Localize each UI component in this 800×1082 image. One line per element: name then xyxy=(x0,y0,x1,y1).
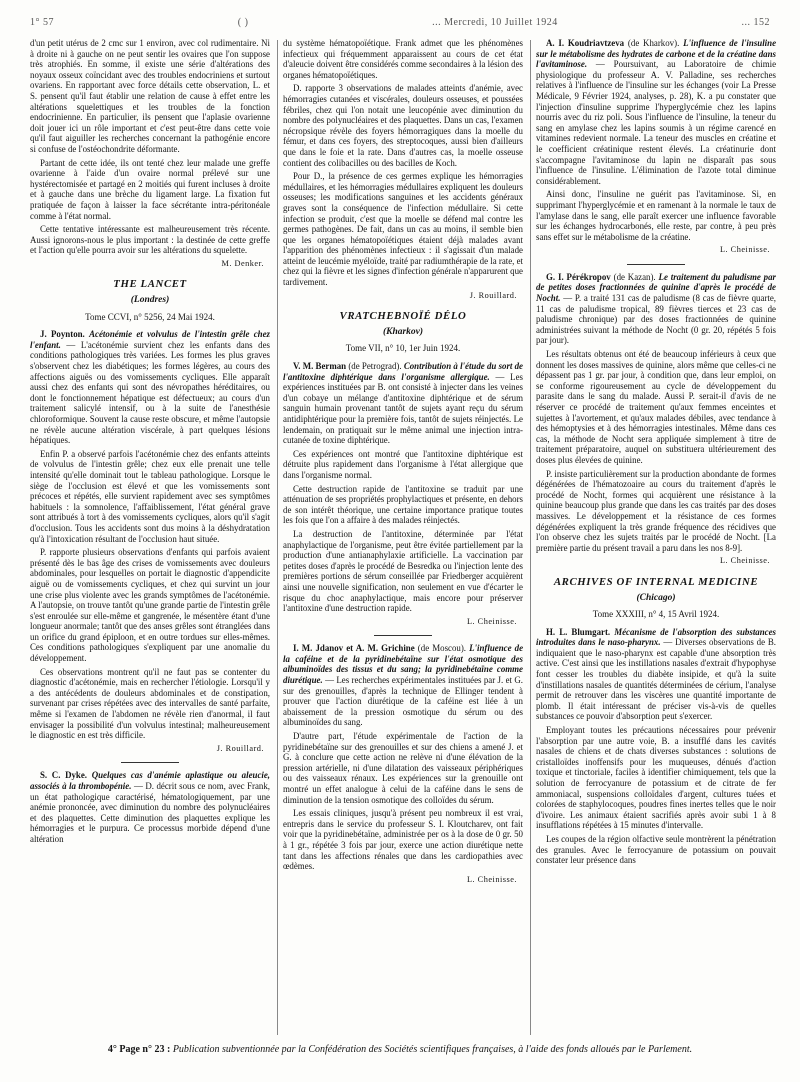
journal-name: VRATCHEBNOÏÉ DÉLO xyxy=(339,310,467,323)
column-divider xyxy=(530,40,531,1035)
paragraph: Partant de cette idée, ils ont tenté chez leur malade une greffe ovarienne à l'aide d'un ovaire normal prélevé sur une hystérectomisée et partagé en 2 moitiés qui furent incluses à droite et à gauche dans une brèche du ligament large. La fixation fut pratiquée de façon à laisser la face sécrétante intra-péritonéale comme à l'état normal. xyxy=(30,157,270,221)
article-title: Acétonémie et volvulus de l'intestin grêle chez l'enfant. xyxy=(30,329,270,350)
journal-city: (Kharkov) xyxy=(382,326,424,337)
footer-page-number: 4° Page n° 23 : xyxy=(107,1044,171,1055)
paragraph: D'autre part, l'étude expérimentale de l'action de la pyridinebétaïne sur des grenouilles et sur des chiens a amené J. et G. à conclure que cette action ne relève ni d'une élévation de la pression artérielle, ni d'une dilatation des vaisseaux périphériques ou des vaisseaux rénaux. Les expériences sur la grenouille ont montré un effet analogue à celui de la caféine dans le sens de diminution de la tension osmotique des colloïdes du sérum. xyxy=(283,731,523,805)
article-title: Mécanisme de l'absorption des substances introduites dans le naso-pharynx. xyxy=(536,626,776,648)
header-mid: ( ) xyxy=(237,16,249,28)
article-text: — D. décrit sous ce nom, avec Frank, un état pathologique caractérisé, hématologiquement, par une anémie prononcée, avec diminution du nombre des polynucléaires et des plaquettes. Cette diminution des plaquettes explique les hémorragies et le purpura. Ce processus morbide dépend d'une altération xyxy=(30,781,270,844)
article-text: — L'acétonémie survient chez les enfants dans des conditions pathologiques très variées. Les formes les plus graves s'observent chez les diabétiques; les formes légères, au cours des affections aiguës ou des vomissements cycliques. Elle apparaît aussi chez des enfants qui sont des névropathes héréditaires, ou dont le fonctionnement hépatique est défectueux; au cours d'un traitement salicylé intensif, ou à la suite de l'anesthésie chloroformique. Souvent la cause reste obscure, et même l'autopsie ne révèle aucune altération viscérale, à part quelques lésions hépatiques. xyxy=(30,339,270,446)
article-author: J. Poynton. xyxy=(40,329,85,340)
article-text: — Diverses observations de B. indiquaient que le naso-pharynx est capable d'une absorption très active. C'est ainsi que les instillations nasales d'extrait d'hypophyse font cesser les troubles du diabète insipide, et qu'à la suite d'instillations nasales de quantités déterminées de cérium, l'analyse permit de retrouver dans les viscères une quantité importante de plomb. Il était intéressant de préciser vis-à-vis de quelles substances ce pouvoir d'absorption peut s'exercer. xyxy=(536,637,776,722)
paragraph: d'un petit utérus de 2 cmc sur 1 environ, avec col rudimentaire. Ni à droite ni à gauche on ne peut sentir les ovaires que l'on suppose très atrophiés. En somme, il existe une série d'altérations des noyaux osseux coïncidant avec des troubles endocriniens et surtout ovariens. En rapportant avec force détails cette observation, L. et S. pensent qu'il faut établir une relation de cause à effet entre les altérations squelettiques et les troubles de la fonction endocrinienne. En particulier, ils pensent que l'aplasie ovarienne doit jouer ici un rôle important et c'est peut-être dans cette voie qu'il faut aiguiller les recherches concernant la pathogénie encore si confuse de l'ostéochondrite déformante. xyxy=(30,38,270,154)
journal-issue: Tome XXXIII, n° 4, 15 Avril 1924. xyxy=(592,609,720,620)
section-rule xyxy=(121,762,179,763)
article-title: Contribution à l'étude du sort de l'antitoxine diphtérique dans l'organisme allergique. xyxy=(283,361,523,382)
signature: L. Cheinisse. xyxy=(466,874,517,884)
article-title: L'influence de l'insuline sur le métabolisme des hydrates de carbone et de la créatine dans l'avitaminose. xyxy=(536,38,776,70)
signature: L. Cheinisse. xyxy=(719,556,770,566)
article-abstract xyxy=(536,627,776,722)
journal-name: ARCHIVES OF INTERNAL MEDICINE xyxy=(553,575,759,588)
article-abstract xyxy=(283,361,523,446)
journal-city: (Londres) xyxy=(130,295,170,306)
article-author: H. L. Blumgart. xyxy=(546,626,611,637)
article-title: Le traitement du paludisme par de petites doses fractionnées de quinine d'après le procédé de Nocht. xyxy=(536,271,776,304)
paragraph: Ces observations montrent qu'il ne faut pas se contenter du diagnostic d'acétonémie, mais en rechercher l'étiologie. Lorsqu'il y a des antécédents de douleurs abdominales et de constipation, survenant par crises répétées avec des intervalles de santé parfaite, même si l'examen de l'abdomen ne révèle rien d'anormal, il faut envisager la possibilité d'un volvulus intestinal; malheureusement le diagnostic en est très difficile. xyxy=(30,666,270,741)
header-right: ... 152 xyxy=(741,16,770,28)
paragraph: Pour D., la présence de ces germes explique les hémorragies médullaires, et les hémorragies médullaires expliquent les douleurs osseuses; les modifications sanguines et les accidents généraux graves sont la conséquence de l'infection médullaire. Si cette infection se produit, c'est que la moelle se défend mal contre les germes pathogènes. De fait, dans un cas au moins, il semble bien que les organes hématopoïétiques étaient déjà malades avant l'apparition des phénomènes infectieux : il s'agissait d'un malade atteint de leucémie myéloïde, traité par radiumthérapie de la rate, et chez qui la fièvre et les signes d'infection générale n'apparurent que tardivement. xyxy=(283,171,523,288)
article-text: — P. a traité 131 cas de paludisme (8 cas de fièvre quarte, 11 cas de paludisme tropical, 89 fièvres tierces et 23 cas de paludisme chronique) par des doses fractionnées de quinine administrées suivant la méthode de Nocht (0 gr. 20, répétés 5 fois par jour). xyxy=(536,293,776,346)
section-rule xyxy=(374,635,432,636)
article-author: I. M. Jdanov et A. M. Grichine xyxy=(293,643,415,654)
paragraph: La destruction de l'antitoxine, déterminée par l'état anaphylactique de l'organisme, peut être évitée partiellement par la production d'une antianaphylaxie artificielle. La vaccination par petites doses d'après le procédé de Besredka ou l'injection lente des premières portions de sérum conseillée par Friedberger acquièrent ainsi une nouvelle signification, non seulement en vue d'écarter le risque du choc anaphylactique, mais encore pour préserver l'antitoxine d'une destruction rapide. xyxy=(283,528,523,614)
article-abstract xyxy=(30,770,270,844)
journal-city: (Chicago) xyxy=(636,592,676,603)
article-abstract xyxy=(30,329,270,446)
article-author: A. I. Koudriavtzeva xyxy=(546,38,625,48)
header-center: ... Mercredi, 10 Juillet 1924 xyxy=(432,16,558,28)
article-title: Quelques cas d'anémie aplastique ou aleucie, associés à la thrombopénie. xyxy=(30,770,270,791)
article-author: S. C. Dyke. xyxy=(40,770,88,781)
paragraph: D. rapporte 3 observations de malades atteints d'anémie, avec hémorragies cutanées et viscérales, douleurs osseuses, et poussées fébriles, chez qui l'on notait une leucopénie avec diminution du nombre des polynucléaires et des plaquettes. Dans un cas, l'examen nécropsique révèle des foyers hémorragiques dans la moelle du fémur, et dans ces foyers, des streptocoques, aussi bien d'ailleurs que dans le foie et la rate. Dans d'autres cas, la moelle osseuse contient des colibacilles ou des bacilles de Koch. xyxy=(283,83,523,168)
paragraph: Cette destruction rapide de l'antitoxine se traduit par une atténuation de ses propriétés prophylactiques et présente, en dehors de son intérêt théorique, une certaine importance pratique toutes les fois que l'on a affaire à des malades réinjectés. xyxy=(283,483,523,526)
paragraph: du système hématopoïétique. Frank admet que les phénomènes infectieux qui fréquemment apparaissent au cours de cet état d'aleucie doivent être considérés comme secondaires à la lésion des organes hématopoïétiques. xyxy=(283,38,523,80)
column-1 xyxy=(30,38,270,1038)
signature: J. Rouillard. xyxy=(469,290,517,300)
signature: M. Denker. xyxy=(221,258,264,268)
journal-issue: Tome CCVI, n° 5256, 24 Mai 1924. xyxy=(85,311,215,322)
paragraph: Enfin P. a observé parfois l'acétonémie chez des enfants atteints de volvulus de l'intestin grêle; chez eux elle prenait une telle intensité qu'elle dominait tout le tableau pathologique. Lorsque le siège de l'occlusion est élevé et que les vomissements sont précoces et répétés, elle survient rapidement avec ses symptômes habituels : la somnolence, l'affaiblissement, l'état général grave sont attribués à tort à des vomissements cycliques, alors qu'il s'agit d'occlusion. Tous les accidents sont dus moins à la déshydratation qu'à l'intoxication résultant de l'occlusion haut située. xyxy=(30,448,270,544)
article-text: — Poursuivant, au Laboratoire de chimie physiologique du professeur A. V. Palladine, ses recherches relatives à l'influence de l'insuline sur les échanges (voir La Presse Médicale, 9 Février 1924, analyses, p. 28), K. a pu constater que l'injection d'insuline supprime l'hyperglycémie chez les lapins nourris avec du riz poli. Sous l'influence de l'insuline, la teneur du sang en amylase chez les lapins soumis à un régime carencé en vitamines redevient normale. La teneur des muscles en créatine et le coefficient créatinique restent élevés. La créatinurie dont s'accompagne l'avitaminose du lapin ne disparaît pas sous l'influence de l'insuline. L'élimination de l'azote total diminue considérablement. xyxy=(536,59,776,186)
paragraph: P. rapporte plusieurs observations d'enfants qui parfois avaient présenté dès le bas âge des crises de vomissements avec douleurs abdominales, pour lesquelles on portait le diagnostic d'appendicite aiguë ou de vomissements cycliques, et chez qui survint un jour une crise plus violente avec les grands symptômes de l'acétonémie. A l'autopsie, on trouve tantôt qu'une grande partie de l'intestin grêle s'est enroulée sur elle-même et gangrenée, le mésentère étant d'une longueur anormale; tantôt que des anses grêles sont étranglées dans un orifice du grand épiploon, et en outre tordues sur elles-mêmes. Ces conditions pathologiques s'expliquent par une anomalie du développement. xyxy=(30,547,270,664)
paragraph: Employant toutes les précautions nécessaires pour prévenir l'absorption par une autre voie, B. a insufflé dans les cavités nasales de chiens et de chats diverses substances : solutions de cristalloïdes inoffensifs pour les muqueuses, dénués d'action toxique et tinctoriale, faciles à identifier chimiquement, tels que la solution de ferrocyanure de potassium et de citrate de fer ammoniacal, suspensions colloïdales d'argent, cultures tuées et colorées de staphylocoques, poudres fines inertes telles que le noir d'ivoire. Les animaux étaient sacrifiés après avoir subi 1 à 8 insufflations répétées à 15 minutes d'intervalle. xyxy=(536,725,776,831)
paragraph: Cette tentative intéressante est malheureusement très récente. Aussi ignorons-nous le plus important : la destinée de cette greffe et l'action qu'elle pourra avoir sur les altérations du squelette. xyxy=(30,224,270,256)
paragraph: Ces expériences ont montré que l'antitoxine diphtérique est détruite plus rapidement dans l'organisme à l'état allergique que dans l'organisme normal. xyxy=(283,448,523,480)
paragraph: Ainsi donc, l'insuline ne guérit pas l'avitaminose. Si, en supprimant l'hyperglycémie et en ramenant à la normale le taux de l'amylase dans le sang, elle paraît exercer une influence favorable sur les échanges hydrocarbonés, elle reste, par contre, à peu près sans effet sur le métabolisme de la créatine. xyxy=(536,189,776,242)
column-2 xyxy=(283,38,523,1038)
footer-text: Publication subventionnée par la Confédération des Sociétés scientifiques françaises, à l'aide des fonds alloués par le Parlement. xyxy=(172,1044,693,1055)
article-text: — Les expériences instituées par B. ont consisté à injecter dans les veines d'un cobaye un mélange d'antitoxine diphtérique et de sérum sanguin humain provenant tantôt de sujets ayant reçu du sérum antidiphtérique pour la première fois, tantôt de sujets réinjectés. Le lendemain, on pratiquait sur le même animal une injection intra-cutanée de toxine diphtérique. xyxy=(283,371,523,446)
signature: L. Cheinisse. xyxy=(466,616,517,626)
paragraph: Les essais cliniques, jusqu'à présent peu nombreux il est vrai, entrepris dans le service du professeur S. I. Kloutcharev, ont fait voir que la pyridinebétaïne, administrée per os à la dose de 0 gr. 50 à 1 gr., répétée 3 fois par jour, exerce une action diurétique nette tant dans les affections rénales que dans les cardiopathies avec œdèmes. xyxy=(283,808,523,872)
article-author-place: (de Moscou). xyxy=(417,643,467,654)
header-left: 1° 57 xyxy=(30,16,54,28)
column-divider xyxy=(277,40,278,1035)
article-text: — Les recherches expérimentales instituées par J. et G. sur des grenouilles, d'après la technique de Ellinger tendent à prouver que l'action diurétique de la caféine est liée à un abaissement de la pression osmotique du sérum ou des albuminoïdes du sang. xyxy=(283,675,523,728)
journal-name: THE LANCET xyxy=(113,278,187,291)
paragraph: P. insiste particulièrement sur la production abondante de formes dégénérées de l'hématozoaire au cours du traitement d'après le procédé de Nocht, formes qui acquièrent une résistance à la quinine beaucoup plus grande que dans les cas traités par des doses massives. Le développement et la résistance de ces formes dégénérées expliquent la très grande fréquence des récidives que l'on observe chez les sujets traités par le procédé de Nocht. [La première partie du présent travail a paru dans les nos 8-9]. xyxy=(536,468,776,553)
article-abstract xyxy=(536,272,776,346)
signature: L. Cheinisse. xyxy=(719,245,770,255)
signature: J. Rouillard. xyxy=(216,743,264,753)
journal-issue: Tome VII, n° 10, 1er Juin 1924. xyxy=(345,343,461,354)
article-author-place: (de Kazan). xyxy=(613,271,656,282)
paragraph: Les résultats obtenus ont été de beaucoup inférieurs à ceux que donnent les doses massives de quinine, alors même que celles-ci ne dépassent pas 1 gr. par jour, à condition que, dans leur emploi, on se conforme rigoureusement au cycle de développement du parasite dans le sang du malade. Aussi P. serait-il d'avis de ne réserver ce procédé de traitement qu'aux femmes enceintes et sujettes à l'avortement, et qu'aux malades débiles, avec tendance à des hémoptysies et à des hémorragies intestinales. Même dans ces cas, la méthode de Nocht sera appliquée simplement à titre de traitement préparatoire, auquel on substituera ultérieurement des doses plus élevées de quinine. xyxy=(536,349,776,465)
paragraph: Les coupes de la région olfactive seule montrèrent la pénétration des granules. Avec le ferrocyanure de potassium on pouvait constater leur présence dans xyxy=(536,833,776,866)
article-author-place: (de Kharkov). xyxy=(627,38,680,48)
article-author-place: (de Petrograd). xyxy=(348,361,402,372)
article-title: L'influence de la caféine et de la pyridinebétaïne sur l'état osmotique des albuminoïdes des tissus et du sang; la pyridinebétaïne comme diurétique. xyxy=(283,643,523,686)
page-footer xyxy=(30,1044,770,1062)
article-author: V. M. Berman xyxy=(293,361,347,372)
column-3 xyxy=(536,38,776,1038)
page-header xyxy=(30,12,770,32)
section-rule xyxy=(627,264,685,265)
article-abstract xyxy=(283,643,523,728)
article-author: G. I. Pérékropov xyxy=(546,271,611,282)
article-abstract xyxy=(536,38,776,186)
